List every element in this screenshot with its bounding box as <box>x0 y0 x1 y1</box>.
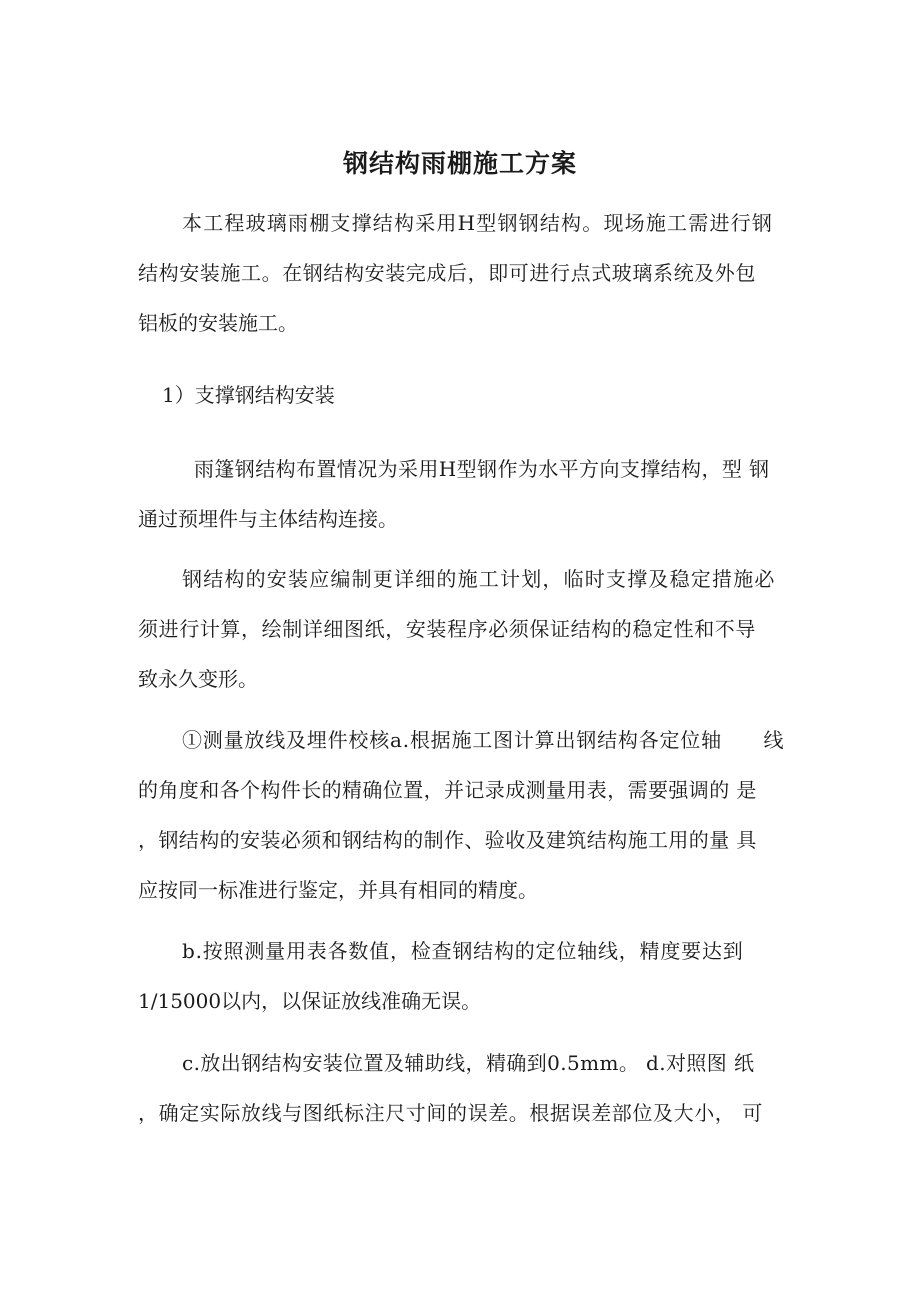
paragraph-line: 致永久变形。 <box>138 667 258 691</box>
document-title: 钢结构雨棚施工方案 <box>342 149 577 178</box>
paragraph-line: ，确定实际放线与图纸标注尺寸间的误差。根据误差部位及大小， 可 <box>138 1101 763 1125</box>
paragraph-line: ①测量放线及埋件校核a.根据施工图计算出钢结构各定位轴 线 <box>182 728 785 752</box>
section-heading: 1）支撑钢结构安装 <box>162 383 335 407</box>
paragraph-line: c.放出钢结构安装位置及辅助线，精确到0.5mm。 d.对照图 纸 <box>182 1051 755 1075</box>
paragraph-line: ，钢结构的安装必须和钢结构的制作、验收及建筑结构施工用的量 具 <box>138 828 757 852</box>
paragraph-line: 须进行计算，绘制详细图纸，安装程序必须保证结构的稳定性和不导 <box>138 617 756 641</box>
paragraph-line: 的角度和各个构件长的精确位置，并记录成测量用表，需要强调的 是 <box>138 778 757 802</box>
paragraph-line: 通过预埋件与主体结构连接。 <box>138 507 398 531</box>
paragraph-line: 铝板的安装施工。 <box>138 311 298 335</box>
paragraph-line: 1/15000以内，以保证放线准确无误。 <box>138 989 482 1013</box>
paragraph-line: 结构安装施工。在钢结构安装完成后，即可进行点式玻璃系统及外包 <box>138 261 756 285</box>
paragraph-line: b.按照测量用表各数值，检查钢结构的定位轴线，精度要达到 <box>182 939 744 963</box>
paragraph-line: 钢结构的安装应编制更详细的施工计划，临时支撑及稳定措施必 <box>182 567 776 591</box>
paragraph-line: 本工程玻璃雨棚支撑结构采用H型钢钢结构。现场施工需进行钢 <box>182 211 774 235</box>
paragraph-line: 雨篷钢结构布置情况为采用H型钢作为水平方向支撑结构，型 钢 <box>194 457 770 481</box>
paragraph-line: 应按同一标准进行鉴定，并具有相同的精度。 <box>138 878 538 902</box>
